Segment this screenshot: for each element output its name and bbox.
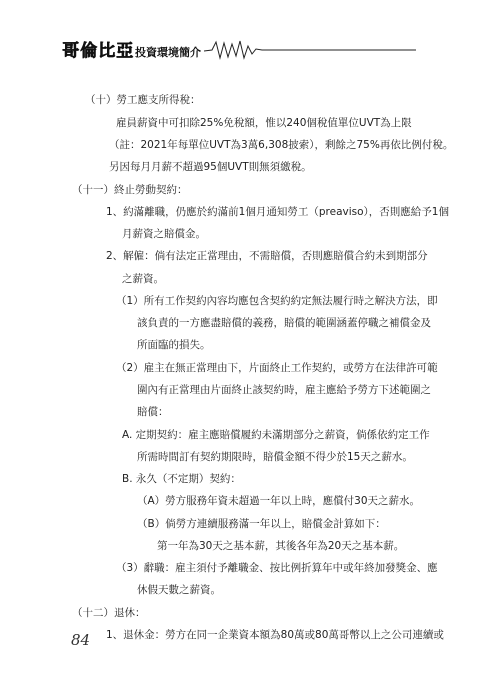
header-title-main: 哥倫比亞 bbox=[62, 41, 134, 61]
text-line: （3）辭職：雇主須付予離職金、按比例折算年中或年終加發獎金、應 bbox=[116, 562, 438, 574]
text-line: （十二）退休： bbox=[72, 607, 146, 619]
text-line: 1、退休金：勞方在同一企業資本額為80萬或80萬哥幣以上之公司連續或 bbox=[106, 629, 444, 641]
text-line: 另因每月月薪不超過95個UVT則無須繳稅。 bbox=[109, 161, 312, 173]
text-line: （A）勞方服務年資未超過一年以上時，應償付30天之薪水。 bbox=[137, 495, 421, 507]
text-line: A. 定期契約：雇主應賠償履約未滿期部分之薪資，倘係依約定工作 bbox=[122, 429, 430, 441]
text-line: （十）勞工應支所得稅： bbox=[85, 94, 201, 106]
text-line: B. 永久（不定期）契約： bbox=[122, 473, 241, 485]
text-line: 第一年為30天之基本薪，其後各年為20天之基本薪。 bbox=[157, 540, 405, 552]
text-line: 該負責的一方應盡賠償的義務，賠償的範圍涵蓋停職之補償金及 bbox=[137, 317, 431, 329]
text-line: 1、約滿離職，仍應於約滿前1個月通知勞工（preaviso），否則應給予1個 bbox=[106, 206, 449, 218]
text-line: （B）倘勞方連續服務滿一年以上，賠償金計算如下： bbox=[137, 518, 386, 530]
text-line: 休假天數之薪資。 bbox=[137, 584, 221, 596]
text-line: （1）所有工作契約內容均應包含契約約定無法履行時之解決方法，即 bbox=[116, 295, 438, 307]
text-line: 所需時間訂有契約期限時，賠償金額不得少於15天之薪水。 bbox=[137, 451, 413, 463]
header-title-sub: 投資環境簡介 bbox=[135, 46, 201, 59]
text-line: （2）雇主在無正當理由下，片面終止工作契約，或勞方在法律許可範 bbox=[116, 362, 438, 374]
text-line: 賠償： bbox=[137, 406, 169, 418]
text-line: 月薪資之賠償金。 bbox=[122, 228, 206, 240]
text-line: 之薪資。 bbox=[122, 273, 164, 285]
text-line: 雇員薪資中可扣除25%免稅額，惟以240個稅值單位UVT為上限 bbox=[116, 117, 412, 129]
page-number: 84 bbox=[71, 631, 91, 649]
text-line: （十一）終止勞動契約： bbox=[72, 184, 188, 196]
text-line: 圍內有正當理由片面終止該契約時，雇主應給予勞方下述範圍之 bbox=[137, 384, 431, 396]
text-line: （註：2021年每單位UVT為3萬6,308披索），剩餘之75%再依比例付稅。 bbox=[109, 139, 454, 151]
text-line: 所面臨的損失。 bbox=[137, 339, 211, 351]
text-line: 2、解僱：倘有法定正當理由，不需賠償，否則應賠償合約未到期部分 bbox=[106, 250, 428, 262]
